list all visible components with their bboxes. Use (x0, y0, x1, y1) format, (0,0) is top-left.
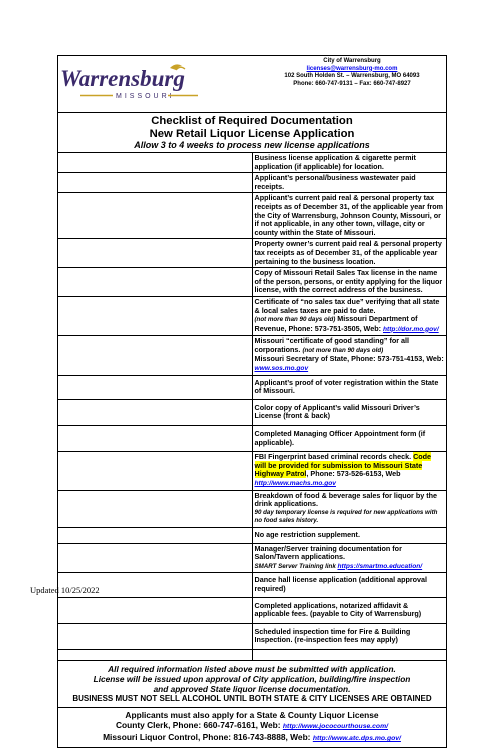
svg-text:Warrensburg: Warrensburg (60, 66, 185, 91)
checkbox-cell[interactable] (58, 426, 253, 452)
subtitle: Allow 3 to 4 weeks to process new license applications (134, 140, 370, 150)
state-county-block: Applicants must also apply for a State & County Liquor License County Clerk, Phone: 660-747-6161, Web: http://www.jococourthouse.com/ Missouri Liquor Control, Phone: 816-743-8888, Web: http://www.atc.dps.mo.gov/ (58, 707, 447, 747)
checklist-item: Breakdown of food & beverage sales for liquor by the drink applications. 90 day temporary license is required for new applications with no food sales history. (252, 490, 447, 527)
checkbox-cell[interactable] (58, 268, 253, 297)
checklist-item: Property owner’s current paid real & personal property tax receipts as of December 31, of the applicable year pertaining to the business location. (252, 239, 447, 268)
checklist-item: Dance hall license application (additional approval required) (252, 573, 447, 597)
checkbox-cell[interactable] (58, 296, 253, 335)
dor-link[interactable]: http://dor.mo.gov/ (383, 325, 439, 333)
checkbox-cell[interactable] (58, 193, 253, 239)
checklist-table (57, 55, 447, 748)
checklist-item: Color copy of Applicant’s valid Missouri Driver’s License (front & back) (252, 399, 447, 425)
city-name: City of Warrensburg (323, 58, 381, 64)
address: 102 South Holden St. – Warrensburg, MO 64093 (284, 73, 420, 80)
title-line-1: Checklist of Required Documentation (151, 115, 353, 127)
checkbox-cell[interactable] (58, 527, 253, 543)
email-link[interactable]: licenses@warrensburg-mo.com (306, 65, 398, 72)
sos-link[interactable]: www.sos.mo.gov (254, 365, 309, 373)
checkbox-cell[interactable] (58, 543, 253, 573)
checklist-item: Copy of Missouri Retail Sales Tax license in the name of the person, persons, or entity applying for the liquor license, with the correct address of the business. (252, 268, 447, 297)
smart-link[interactable]: https://smartmo.education/ (337, 562, 423, 570)
title-block (58, 113, 447, 153)
checkbox-cell[interactable] (58, 597, 253, 623)
checkbox-cell[interactable] (58, 623, 253, 649)
spacer-cell (252, 649, 447, 660)
checkbox-cell[interactable] (58, 452, 253, 490)
checklist-item: Scheduled inspection time for Fire & Building Inspection. (re-inspection fees may apply) (252, 623, 447, 649)
checklist-item: Missouri “certificate of good standing” for all corporations. (not more than 90 days old) Missouri Secretary of State, Phone: 573-751-4153, Web: www.sos.mo.gov (252, 336, 447, 375)
atc-link[interactable]: http://www.atc.dps.mo.gov/ (312, 735, 401, 743)
checklist-item: Applicant’s current paid real & personal property tax receipts as of December 31, of the applicable year from the City of Warrensburg, Johnson County, Missouri, or if not applicable, in any other town, village, city or county within the State of Missouri. (252, 193, 447, 239)
checklist-item: Completed Managing Officer Appointment form (if applicable). (252, 426, 447, 452)
checkbox-cell[interactable] (58, 173, 253, 193)
checkbox-cell[interactable] (58, 399, 253, 425)
checklist-item: FBI Fingerprint based criminal records check. Code will be provided for submission to Missouri State Highway Patrol, Phone: 573-526-6153, Web http://www.machs.mo.gov (252, 452, 447, 490)
notice-block: All required information listed above must be submitted with application. License will be issued upon approval of City application, building/fire inspection and approved State liquor license documentation. BUSINESS MUST NOT SELL ALCOHOL UNTIL BOTH STATE & CITY LICENSES ARE OBTAINED (58, 660, 447, 707)
checklist-item: Business license application & cigarette permit application (if applicable) for location. (252, 153, 447, 173)
title-line-2: New Retail Liquor License Application (149, 127, 355, 140)
highlighted-text: Code will be provided for submission to Missouri State Highway Patrol (254, 452, 432, 479)
contact-block (262, 58, 442, 88)
svg-text:MISSOURI: MISSOURI (116, 93, 175, 100)
checkbox-cell[interactable] (58, 490, 253, 527)
county-link[interactable]: http://www.jococourthouse.com/ (282, 723, 389, 731)
updated-date: Updated 10/25/2022 (30, 585, 100, 595)
checklist-item: Certificate of “no sales tax due” verifying that all state & local sales taxes are paid to date. (not more than 90 days old) Missouri Department of Revenue, Phone: 573-751-3505, Web: http://dor.mo.gov/ (252, 296, 447, 335)
checklist-item: Applicant’s proof of voter registration within the State of Missouri. (252, 375, 447, 399)
checkbox-cell[interactable] (58, 336, 253, 375)
checkbox-cell[interactable] (58, 153, 253, 173)
checklist-sheet (57, 55, 447, 748)
checklist-item: Completed applications, notarized affidavit & applicable fees. (payable to City of Warrensburg) (252, 597, 447, 623)
checkbox-cell[interactable] (58, 375, 253, 399)
spacer-cell (58, 649, 253, 660)
phone-fax: Phone: 660-747-9131 – Fax: 660-747-8927 (293, 80, 411, 87)
checklist-item: Manager/Server training documentation for Salon/Tavern applications. SMART Server Training link https://smartmo.education/ (252, 543, 447, 573)
checkbox-cell[interactable] (58, 239, 253, 268)
letterhead (58, 56, 447, 113)
checklist-item: Applicant’s personal/business wastewater paid receipts. (252, 173, 447, 193)
checklist-item: No age restriction supplement. (252, 527, 447, 543)
machs-link[interactable]: http://www.machs.mo.gov (254, 480, 336, 487)
warrensburg-logo (58, 62, 203, 102)
